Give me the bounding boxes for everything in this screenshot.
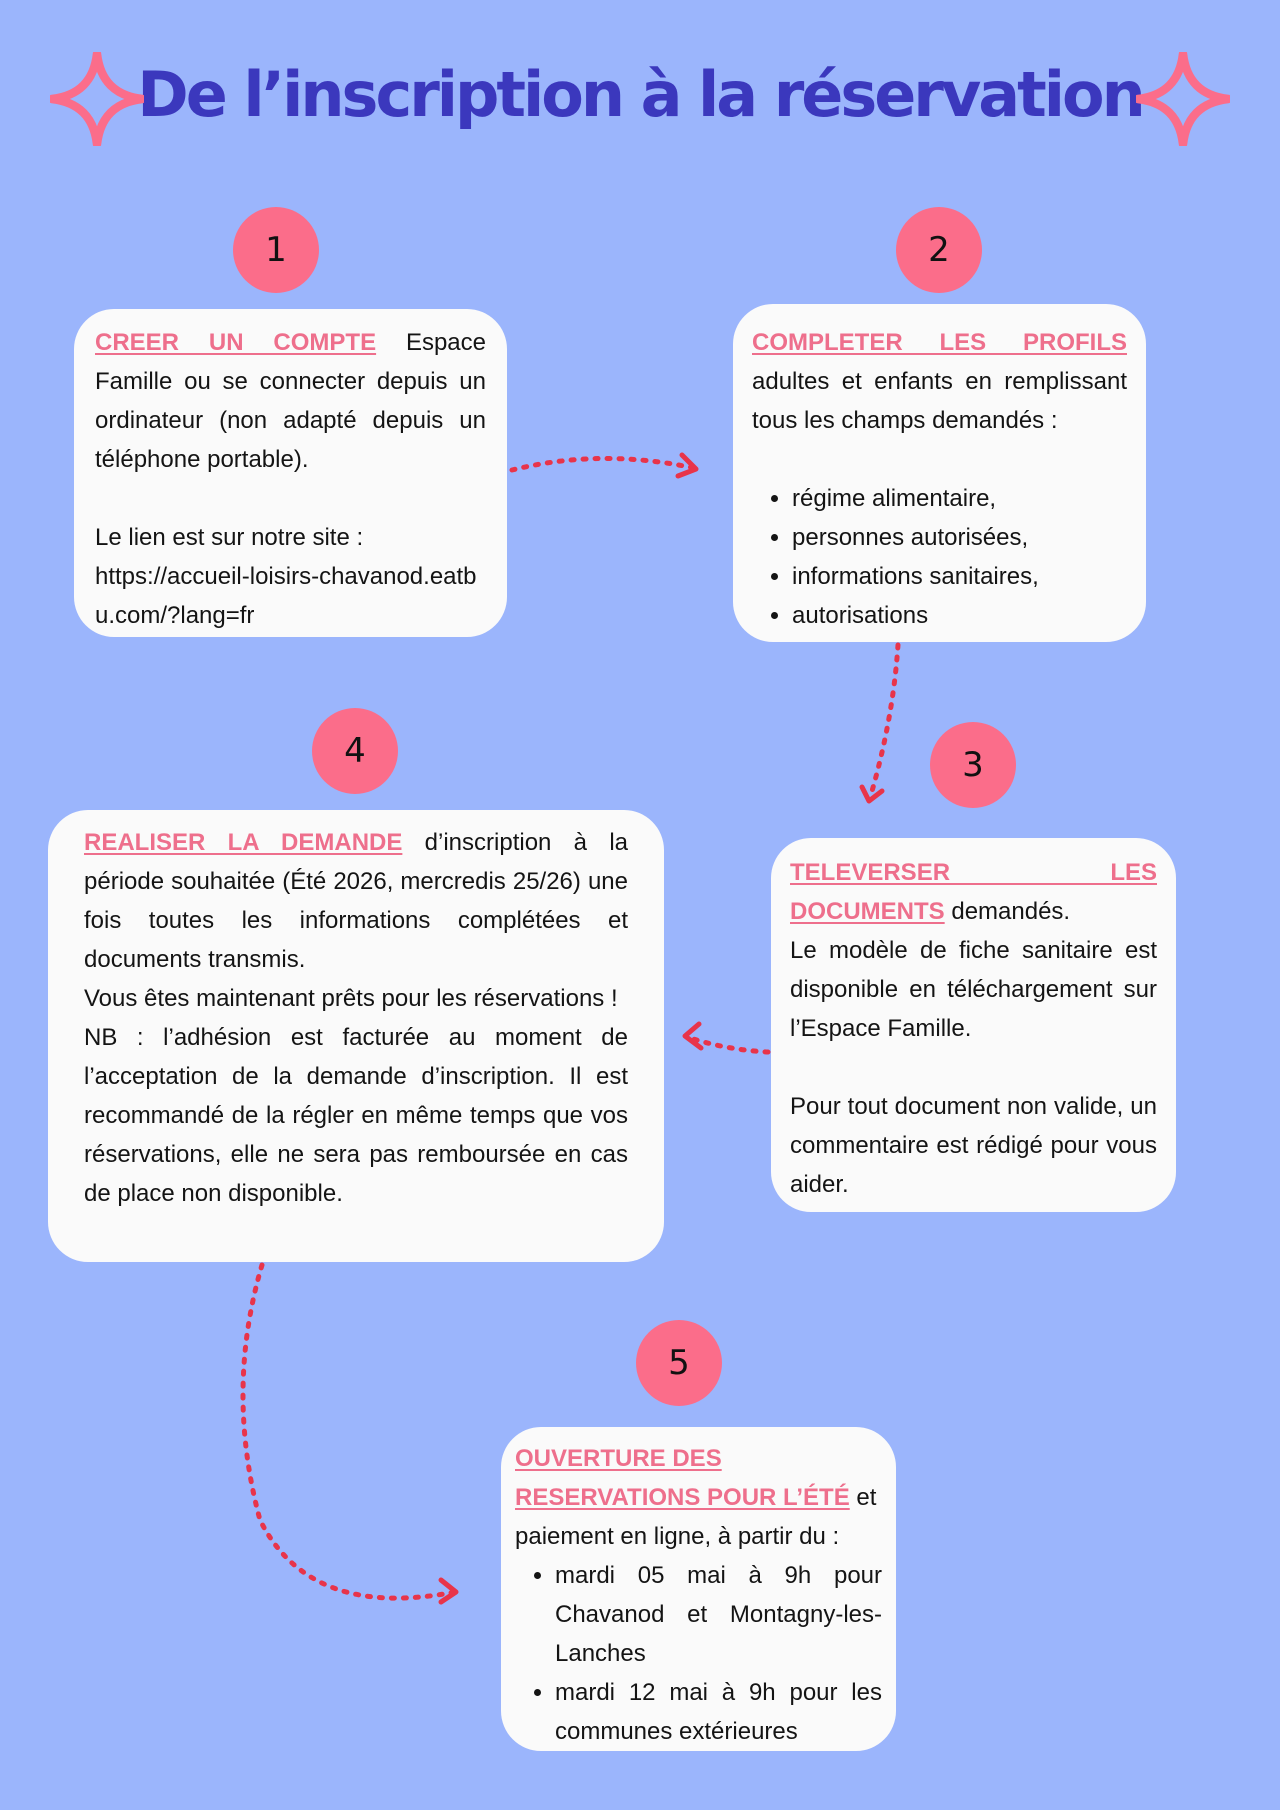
site-link[interactable]: https://accueil-loisirs-chavanod.eatbu.com/?lang=fr: [95, 563, 477, 629]
arrow-head-icon: [441, 1580, 456, 1602]
step-4-text: [84, 823, 628, 979]
step-card-5: [501, 1427, 896, 1751]
dotted-curved-arrow-icon: [512, 458, 694, 470]
step-5-list: [515, 1556, 882, 1751]
arrow-head-icon: [678, 455, 696, 476]
step-3-text: [790, 853, 1157, 931]
sparkle-star-icon: [50, 52, 144, 146]
step-number-4: 4: [312, 708, 398, 794]
dotted-curved-arrow-icon: [243, 1265, 455, 1598]
sparkle-star-icon: [1136, 52, 1230, 146]
step-2-list: [752, 479, 1127, 635]
step-1-heading: CREER UN COMPTE: [95, 329, 377, 356]
step-2-heading: COMPLETER LES PROFILS: [752, 329, 1127, 356]
step-card-1: [74, 309, 507, 637]
list-item: • régime alimentaire,: [792, 479, 1127, 518]
step-4-text3: NB : l’adhésion est facturée au moment de l’acceptation de la demande d’inscription. Il est recommandé de la régler en même temps que vos réservations, elle ne sera pas remboursée en cas de place non disponible.: [84, 1024, 628, 1207]
list-item: • mardi 05 mai à 9h pour Chavanod et Montagny-les-Lanches: [555, 1556, 882, 1673]
dotted-curved-arrow-icon: [870, 645, 898, 798]
step-3-heading: TELEVERSER LES DOCUMENTS: [790, 859, 1157, 925]
step-1-link-label: Le lien est sur notre site :: [95, 524, 364, 551]
step-card-3: [771, 838, 1176, 1212]
arrow-head-icon: [685, 1024, 701, 1048]
step-4-heading: REALISER LA DEMANDE: [84, 829, 403, 856]
step-2-intro: adultes et enfants en remplissant tous les champs demandés :: [752, 368, 1127, 434]
step-1-intro: Espace Famille ou se connecter depuis un ordinateur (non adapté depuis un téléphone portable).: [95, 329, 486, 473]
step-3-text2: Le modèle de fiche sanitaire est disponible en téléchargement sur l’Espace Famille.: [790, 937, 1157, 1042]
list-item: • personnes autorisées,: [792, 518, 1127, 557]
list-item: • autorisations: [792, 596, 1127, 635]
step-3-text3: Pour tout document non valide, un commentaire est rédigé pour vous aider.: [790, 1093, 1157, 1198]
step-card-4: [48, 810, 664, 1262]
step-5-intro: et paiement en ligne, à partir du :: [515, 1484, 877, 1550]
step-4-text2: Vous êtes maintenant prêts pour les réservations !: [84, 985, 618, 1012]
list-item: • mardi 12 mai à 9h pour les communes extérieures: [555, 1673, 882, 1751]
step-number-1: 1: [233, 207, 319, 293]
step-card-2: [733, 304, 1146, 642]
dotted-curved-arrow-icon: [690, 1038, 768, 1052]
step-5-heading: OUVERTURE DES RESERVATIONS POUR L’ÉTÉ: [515, 1445, 850, 1511]
arrow-head-icon: [862, 787, 882, 801]
step-5-text: [515, 1439, 882, 1556]
step-number-5: 5: [636, 1320, 722, 1406]
page-title: De l’inscription à la réservation: [137, 58, 1143, 131]
step-3-intro: demandés.: [944, 898, 1071, 925]
step-4-intro: d’inscription à la période souhaitée (Été 2026, mercredis 25/26) une fois toutes les informations complétées et documents transmis.: [84, 829, 628, 973]
step-2-text: [752, 323, 1127, 440]
step-1-text: [95, 323, 486, 479]
step-number-3: 3: [930, 722, 1016, 808]
list-item: • informations sanitaires,: [792, 557, 1127, 596]
step-number-2: 2: [896, 207, 982, 293]
